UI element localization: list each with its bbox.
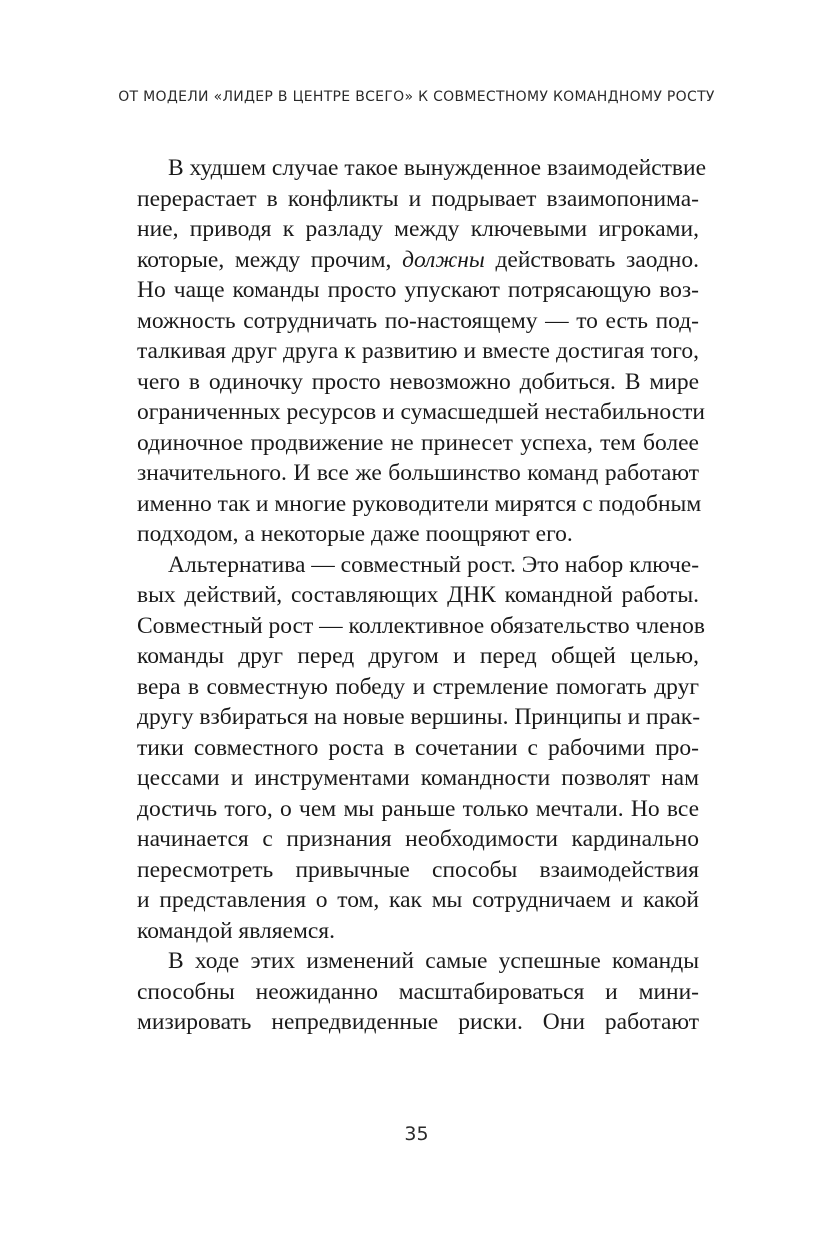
paragraph-1-line-1: В худшем случае такое вынужденное взаимодействие [168, 155, 707, 181]
paragraph-1-line-13: подходом, а некоторые даже поощряют его. [137, 521, 573, 547]
paragraph-2-line-5: вера в совместную победу и стремление помогать друг [137, 673, 699, 700]
paragraph-1-line-5: Но чаще команды просто упускают потрясающую воз- [137, 277, 699, 303]
paragraph-1-line-7: талкивая друг друга к развитию и вместе достигая того, [137, 338, 699, 364]
paragraph-3-line-3: мизировать непредвиденные риски. Они работают [137, 1009, 699, 1035]
paragraph-1-line-12: именно так и многие руководители мирятся с подобным [137, 490, 702, 517]
paragraph-1-line-3: ние, приводя к разладу между ключевыми игроками, [137, 216, 699, 242]
paragraph-3-line-1: В ходе этих изменений самые успешные команды [168, 948, 699, 974]
paragraph-1-line-9: ограниченных ресурсов и сумасшедшей нестабильности [137, 399, 705, 425]
paragraph-2-line-4: команды друг перед другом и перед общей целью, [137, 643, 699, 669]
paragraph-2-line-10: начинается с признания необходимости кардинально [137, 826, 699, 852]
paragraph-2-line-12: и представления о том, как мы сотрудничаем и какой [137, 887, 699, 913]
paragraph-2-line-8: цессами и инструментами командности позволят нам [137, 765, 699, 791]
line-4-after: действовать заодно. [484, 246, 700, 273]
running-head: ОТ МОДЕЛИ «ЛИДЕР В ЦЕНТРЕ ВСЕГО» К СОВМЕСТНОМУ КОМАНДНОМУ РОСТУ [118, 89, 715, 105]
emphasis-word: должны [402, 246, 485, 273]
paragraph-1-line-2: перерастает в конфликты и подрывает взаимопонима- [137, 185, 699, 212]
paragraph-2-line-2: вых действий, составляющих ДНК командной работы. [137, 582, 699, 608]
body-text [137, 153, 707, 1038]
paragraph-2-line-1: Альтернатива — совместный рост. Это набор ключе- [168, 551, 700, 578]
paragraph-2-line-13: командой являемся. [137, 917, 335, 944]
paragraph-1-line-10: одиночное продвижение не принесет успеха, тем более [137, 429, 699, 456]
paragraph-1-line-11: значительного. И все же большинство команд работают [137, 460, 699, 486]
paragraph-2-line-3: Совместный рост — коллективное обязательство членов [137, 612, 705, 639]
paragraph-1-line-6: можность сотрудничать по-настоящему — то есть под- [137, 307, 699, 334]
paragraph-2-line-6: другу взбираться на новые вершины. Принципы и прак- [137, 704, 701, 730]
paragraph-2-line-7: тики совместного роста в сочетании с рабочими про- [137, 734, 699, 761]
paragraph-1-line-8: чего в одиночку просто невозможно добиться. В мире [137, 368, 699, 395]
paragraph-3-line-2: способны неожиданно масштабироваться и мини- [137, 978, 699, 1005]
paragraph-1-line-4 [137, 245, 699, 276]
page-number: 35 [404, 1123, 429, 1145]
line-4-before: которые, между прочим, [137, 246, 403, 273]
paragraph-2-line-11: пересмотреть привычные способы взаимодействия [137, 856, 699, 883]
paragraph-2-line-9: достичь того, о чем мы раньше только мечтали. Но все [137, 795, 699, 822]
